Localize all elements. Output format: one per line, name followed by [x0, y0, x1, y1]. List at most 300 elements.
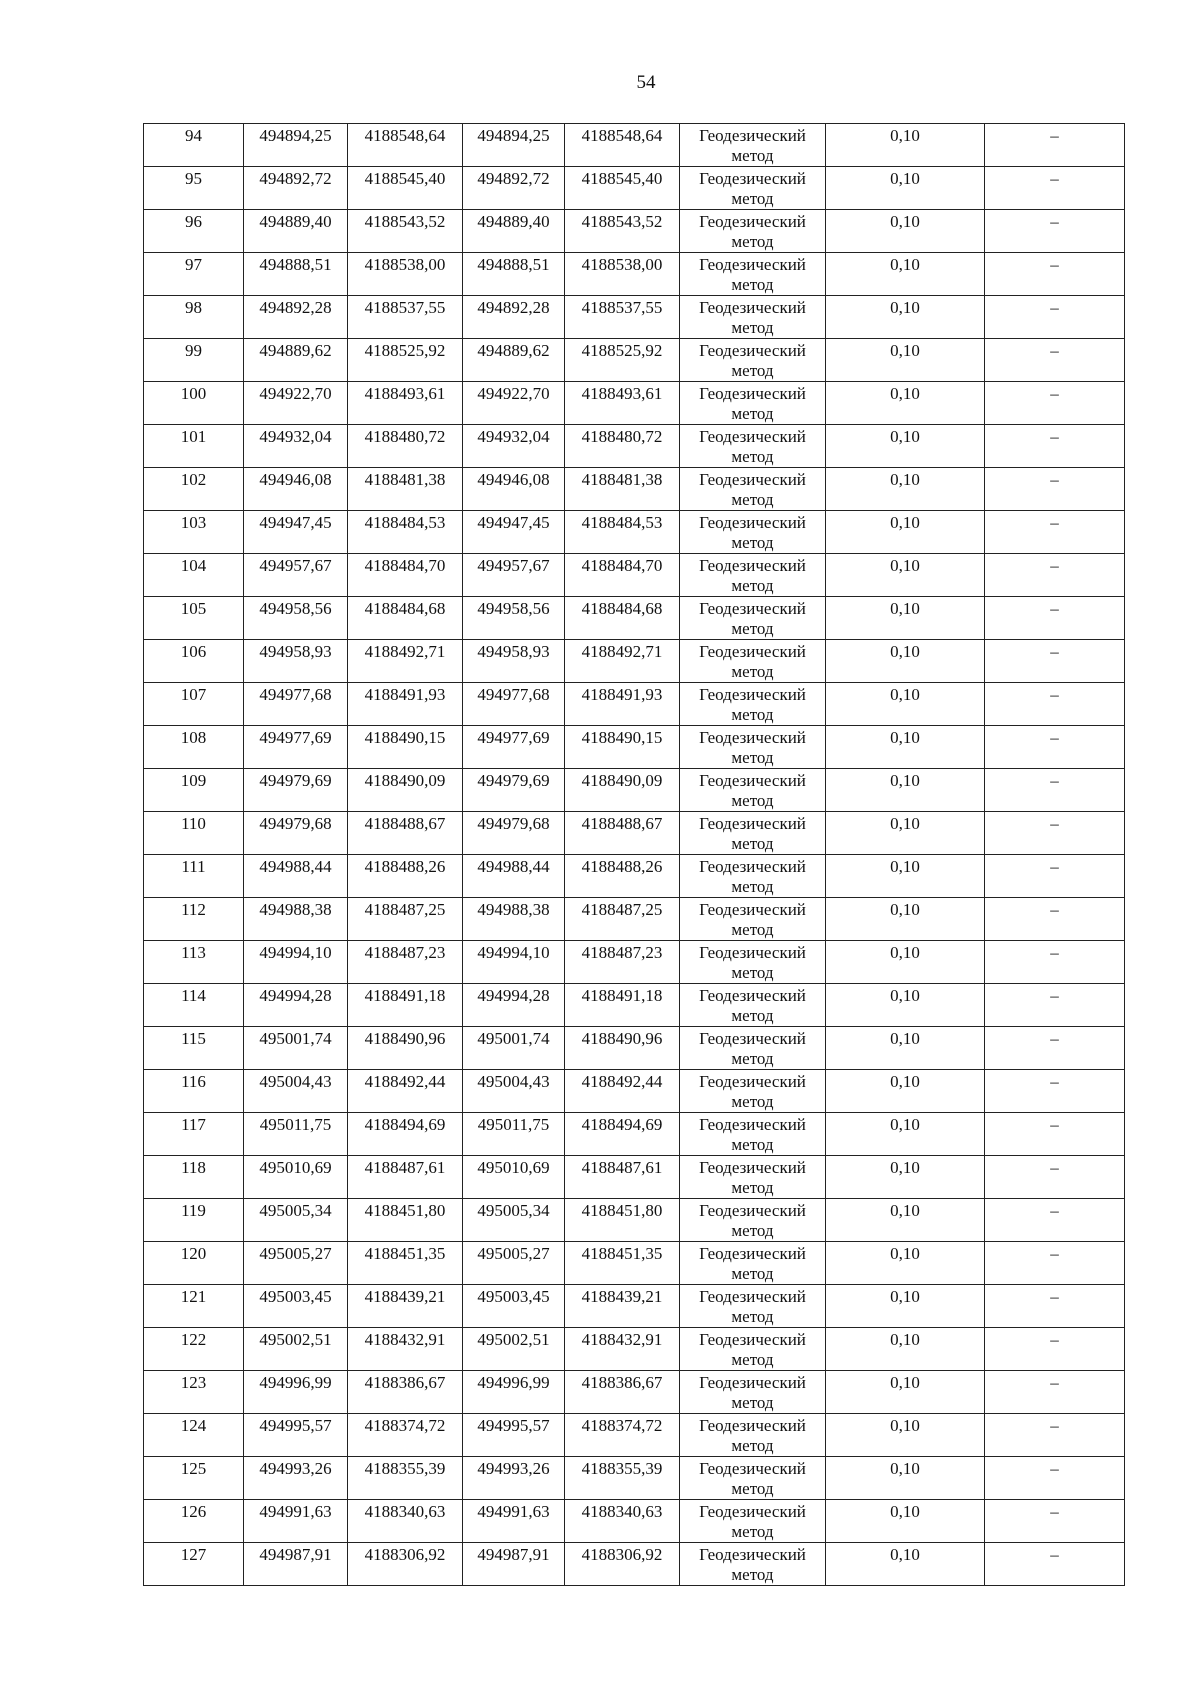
method-line-1: Геодезический	[699, 126, 806, 145]
method-cell	[680, 511, 826, 554]
x-coordinate-new-cell: 495010,69	[463, 1156, 565, 1199]
y-coordinate-new-cell: 4188451,35	[565, 1242, 680, 1285]
y-coordinate-new-cell: 4188487,61	[565, 1156, 680, 1199]
y-coordinate-new-cell: 4188484,53	[565, 511, 680, 554]
y-coordinate-cell: 4188451,35	[348, 1242, 463, 1285]
table-row	[144, 984, 1125, 1027]
y-coordinate-cell: 4188484,53	[348, 511, 463, 554]
x-coordinate-cell: 495011,75	[244, 1113, 348, 1156]
method-cell	[680, 425, 826, 468]
x-coordinate-cell: 494946,08	[244, 468, 348, 511]
table-row	[144, 855, 1125, 898]
x-coordinate-cell: 494977,69	[244, 726, 348, 769]
point-number-cell: 113	[144, 941, 244, 984]
point-number-cell: 125	[144, 1457, 244, 1500]
method-line-2: метод	[731, 1135, 774, 1154]
y-coordinate-new-cell: 4188538,00	[565, 253, 680, 296]
accuracy-cell: 0,10	[826, 1156, 985, 1199]
method-cell	[680, 984, 826, 1027]
method-line-2: метод	[731, 275, 774, 294]
method-cell	[680, 898, 826, 941]
method-cell	[680, 1199, 826, 1242]
x-coordinate-new-cell: 494979,69	[463, 769, 565, 812]
y-coordinate-new-cell: 4188432,91	[565, 1328, 680, 1371]
y-coordinate-cell: 4188487,23	[348, 941, 463, 984]
y-coordinate-new-cell: 4188487,23	[565, 941, 680, 984]
accuracy-cell: 0,10	[826, 812, 985, 855]
point-number-cell: 114	[144, 984, 244, 1027]
accuracy-cell: 0,10	[826, 1242, 985, 1285]
x-coordinate-cell: 494957,67	[244, 554, 348, 597]
accuracy-cell: 0,10	[826, 984, 985, 1027]
y-coordinate-cell: 4188488,67	[348, 812, 463, 855]
table-row	[144, 941, 1125, 984]
method-cell	[680, 1457, 826, 1500]
note-cell: –	[985, 898, 1125, 941]
method-line-1: Геодезический	[699, 1029, 806, 1048]
point-number-cell: 120	[144, 1242, 244, 1285]
method-line-1: Геодезический	[699, 556, 806, 575]
method-line-1: Геодезический	[699, 599, 806, 618]
y-coordinate-new-cell: 4188484,68	[565, 597, 680, 640]
x-coordinate-new-cell: 494977,68	[463, 683, 565, 726]
y-coordinate-new-cell: 4188491,93	[565, 683, 680, 726]
table-row	[144, 425, 1125, 468]
note-cell: –	[985, 339, 1125, 382]
y-coordinate-cell: 4188451,80	[348, 1199, 463, 1242]
method-line-2: метод	[731, 1178, 774, 1197]
point-number-cell: 94	[144, 124, 244, 167]
method-line-1: Геодезический	[699, 470, 806, 489]
x-coordinate-cell: 495002,51	[244, 1328, 348, 1371]
x-coordinate-cell: 495004,43	[244, 1070, 348, 1113]
note-cell: –	[985, 855, 1125, 898]
note-cell: –	[985, 597, 1125, 640]
method-line-1: Геодезический	[699, 1373, 806, 1392]
point-number-cell: 115	[144, 1027, 244, 1070]
table-row	[144, 1156, 1125, 1199]
y-coordinate-cell: 4188488,26	[348, 855, 463, 898]
accuracy-cell: 0,10	[826, 296, 985, 339]
note-cell: –	[985, 511, 1125, 554]
x-coordinate-cell: 494958,93	[244, 640, 348, 683]
method-line-1: Геодезический	[699, 642, 806, 661]
note-cell: –	[985, 124, 1125, 167]
x-coordinate-new-cell: 494892,28	[463, 296, 565, 339]
method-cell	[680, 640, 826, 683]
accuracy-cell: 0,10	[826, 855, 985, 898]
method-cell	[680, 253, 826, 296]
note-cell: –	[985, 382, 1125, 425]
y-coordinate-cell: 4188491,93	[348, 683, 463, 726]
note-cell: –	[985, 1027, 1125, 1070]
note-cell: –	[985, 769, 1125, 812]
x-coordinate-new-cell: 494892,72	[463, 167, 565, 210]
table-row	[144, 597, 1125, 640]
x-coordinate-new-cell: 494994,10	[463, 941, 565, 984]
method-cell	[680, 296, 826, 339]
accuracy-cell: 0,10	[826, 597, 985, 640]
point-number-cell: 102	[144, 468, 244, 511]
method-line-1: Геодезический	[699, 1459, 806, 1478]
y-coordinate-cell: 4188525,92	[348, 339, 463, 382]
y-coordinate-cell: 4188548,64	[348, 124, 463, 167]
point-number-cell: 117	[144, 1113, 244, 1156]
note-cell: –	[985, 210, 1125, 253]
method-line-1: Геодезический	[699, 1244, 806, 1263]
note-cell: –	[985, 726, 1125, 769]
x-coordinate-new-cell: 495003,45	[463, 1285, 565, 1328]
note-cell: –	[985, 1328, 1125, 1371]
y-coordinate-cell: 4188480,72	[348, 425, 463, 468]
method-line-2: метод	[731, 490, 774, 509]
note-cell: –	[985, 1242, 1125, 1285]
table-row	[144, 210, 1125, 253]
accuracy-cell: 0,10	[826, 253, 985, 296]
table-row	[144, 1285, 1125, 1328]
note-cell: –	[985, 468, 1125, 511]
y-coordinate-new-cell: 4188488,26	[565, 855, 680, 898]
method-cell	[680, 124, 826, 167]
point-number-cell: 98	[144, 296, 244, 339]
note-cell: –	[985, 167, 1125, 210]
y-coordinate-cell: 4188487,25	[348, 898, 463, 941]
table-row	[144, 812, 1125, 855]
x-coordinate-new-cell: 494958,56	[463, 597, 565, 640]
method-line-2: метод	[731, 404, 774, 423]
method-line-2: метод	[731, 232, 774, 251]
y-coordinate-new-cell: 4188439,21	[565, 1285, 680, 1328]
y-coordinate-new-cell: 4188543,52	[565, 210, 680, 253]
x-coordinate-cell: 494987,91	[244, 1543, 348, 1586]
y-coordinate-new-cell: 4188548,64	[565, 124, 680, 167]
method-cell	[680, 210, 826, 253]
table-row	[144, 511, 1125, 554]
x-coordinate-cell: 494996,99	[244, 1371, 348, 1414]
x-coordinate-new-cell: 494988,38	[463, 898, 565, 941]
x-coordinate-cell: 494977,68	[244, 683, 348, 726]
y-coordinate-new-cell: 4188492,71	[565, 640, 680, 683]
x-coordinate-cell: 494889,62	[244, 339, 348, 382]
method-line-1: Геодезический	[699, 986, 806, 1005]
y-coordinate-cell: 4188537,55	[348, 296, 463, 339]
x-coordinate-cell: 494892,28	[244, 296, 348, 339]
method-line-2: метод	[731, 1307, 774, 1326]
method-cell	[680, 1543, 826, 1586]
accuracy-cell: 0,10	[826, 339, 985, 382]
accuracy-cell: 0,10	[826, 769, 985, 812]
method-line-2: метод	[731, 189, 774, 208]
accuracy-cell: 0,10	[826, 726, 985, 769]
method-line-2: метод	[731, 1522, 774, 1541]
accuracy-cell: 0,10	[826, 1027, 985, 1070]
method-line-2: метод	[731, 1565, 774, 1584]
point-number-cell: 116	[144, 1070, 244, 1113]
point-number-cell: 103	[144, 511, 244, 554]
x-coordinate-cell: 494894,25	[244, 124, 348, 167]
accuracy-cell: 0,10	[826, 1285, 985, 1328]
table-row	[144, 1414, 1125, 1457]
method-line-1: Геодезический	[699, 1115, 806, 1134]
method-line-2: метод	[731, 705, 774, 724]
note-cell: –	[985, 253, 1125, 296]
method-line-1: Геодезический	[699, 212, 806, 231]
point-number-cell: 127	[144, 1543, 244, 1586]
point-number-cell: 97	[144, 253, 244, 296]
y-coordinate-new-cell: 4188484,70	[565, 554, 680, 597]
x-coordinate-cell: 494988,44	[244, 855, 348, 898]
point-number-cell: 122	[144, 1328, 244, 1371]
method-line-2: метод	[731, 619, 774, 638]
note-cell: –	[985, 1285, 1125, 1328]
accuracy-cell: 0,10	[826, 1457, 985, 1500]
method-line-1: Геодезический	[699, 298, 806, 317]
method-line-1: Геодезический	[699, 728, 806, 747]
point-number-cell: 112	[144, 898, 244, 941]
y-coordinate-new-cell: 4188487,25	[565, 898, 680, 941]
table-row	[144, 1199, 1125, 1242]
table-row	[144, 1113, 1125, 1156]
accuracy-cell: 0,10	[826, 941, 985, 984]
method-line-2: метод	[731, 1092, 774, 1111]
x-coordinate-cell: 494994,10	[244, 941, 348, 984]
point-number-cell: 126	[144, 1500, 244, 1543]
y-coordinate-new-cell: 4188355,39	[565, 1457, 680, 1500]
method-cell	[680, 1242, 826, 1285]
accuracy-cell: 0,10	[826, 1070, 985, 1113]
y-coordinate-new-cell: 4188491,18	[565, 984, 680, 1027]
y-coordinate-new-cell: 4188545,40	[565, 167, 680, 210]
y-coordinate-cell: 4188490,09	[348, 769, 463, 812]
table-row	[144, 339, 1125, 382]
y-coordinate-new-cell: 4188493,61	[565, 382, 680, 425]
accuracy-cell: 0,10	[826, 1113, 985, 1156]
x-coordinate-new-cell: 494988,44	[463, 855, 565, 898]
method-line-1: Геодезический	[699, 857, 806, 876]
method-line-2: метод	[731, 1006, 774, 1025]
y-coordinate-cell: 4188481,38	[348, 468, 463, 511]
note-cell: –	[985, 1113, 1125, 1156]
method-cell	[680, 1328, 826, 1371]
method-line-2: метод	[731, 447, 774, 466]
x-coordinate-new-cell: 494995,57	[463, 1414, 565, 1457]
x-coordinate-cell: 494995,57	[244, 1414, 348, 1457]
x-coordinate-new-cell: 494977,69	[463, 726, 565, 769]
method-line-2: метод	[731, 1479, 774, 1498]
note-cell: –	[985, 1156, 1125, 1199]
x-coordinate-new-cell: 494979,68	[463, 812, 565, 855]
accuracy-cell: 0,10	[826, 898, 985, 941]
method-line-2: метод	[731, 576, 774, 595]
x-coordinate-new-cell: 494888,51	[463, 253, 565, 296]
table-body	[144, 124, 1125, 1586]
x-coordinate-new-cell: 494922,70	[463, 382, 565, 425]
table-row	[144, 1543, 1125, 1586]
note-cell: –	[985, 812, 1125, 855]
accuracy-cell: 0,10	[826, 1199, 985, 1242]
table-row	[144, 1500, 1125, 1543]
y-coordinate-new-cell: 4188386,67	[565, 1371, 680, 1414]
method-cell	[680, 468, 826, 511]
method-line-1: Геодезический	[699, 900, 806, 919]
y-coordinate-new-cell: 4188525,92	[565, 339, 680, 382]
y-coordinate-cell: 4188538,00	[348, 253, 463, 296]
accuracy-cell: 0,10	[826, 382, 985, 425]
y-coordinate-new-cell: 4188490,09	[565, 769, 680, 812]
point-number-cell: 108	[144, 726, 244, 769]
x-coordinate-new-cell: 495005,27	[463, 1242, 565, 1285]
x-coordinate-new-cell: 494994,28	[463, 984, 565, 1027]
note-cell: –	[985, 640, 1125, 683]
method-line-2: метод	[731, 318, 774, 337]
method-line-2: метод	[731, 834, 774, 853]
x-coordinate-cell: 494889,40	[244, 210, 348, 253]
x-coordinate-cell: 494993,26	[244, 1457, 348, 1500]
y-coordinate-new-cell: 4188492,44	[565, 1070, 680, 1113]
method-cell	[680, 554, 826, 597]
y-coordinate-new-cell: 4188340,63	[565, 1500, 680, 1543]
x-coordinate-new-cell: 494947,45	[463, 511, 565, 554]
method-line-2: метод	[731, 1350, 774, 1369]
y-coordinate-cell: 4188487,61	[348, 1156, 463, 1199]
y-coordinate-new-cell: 4188451,80	[565, 1199, 680, 1242]
method-line-1: Геодезический	[699, 1287, 806, 1306]
y-coordinate-cell: 4188340,63	[348, 1500, 463, 1543]
point-number-cell: 109	[144, 769, 244, 812]
accuracy-cell: 0,10	[826, 468, 985, 511]
method-line-1: Геодезический	[699, 943, 806, 962]
method-cell	[680, 167, 826, 210]
table-row	[144, 1070, 1125, 1113]
method-line-2: метод	[731, 748, 774, 767]
table-row	[144, 898, 1125, 941]
x-coordinate-cell: 494892,72	[244, 167, 348, 210]
x-coordinate-new-cell: 494996,99	[463, 1371, 565, 1414]
y-coordinate-cell: 4188484,70	[348, 554, 463, 597]
accuracy-cell: 0,10	[826, 167, 985, 210]
table-row	[144, 769, 1125, 812]
method-cell	[680, 769, 826, 812]
y-coordinate-new-cell: 4188481,38	[565, 468, 680, 511]
accuracy-cell: 0,10	[826, 1328, 985, 1371]
x-coordinate-new-cell: 494957,67	[463, 554, 565, 597]
note-cell: –	[985, 425, 1125, 468]
table-row	[144, 683, 1125, 726]
note-cell: –	[985, 296, 1125, 339]
y-coordinate-cell: 4188306,92	[348, 1543, 463, 1586]
accuracy-cell: 0,10	[826, 683, 985, 726]
y-coordinate-new-cell: 4188480,72	[565, 425, 680, 468]
accuracy-cell: 0,10	[826, 1414, 985, 1457]
y-coordinate-cell: 4188492,71	[348, 640, 463, 683]
method-cell	[680, 1371, 826, 1414]
y-coordinate-cell: 4188494,69	[348, 1113, 463, 1156]
x-coordinate-new-cell: 495005,34	[463, 1199, 565, 1242]
method-cell	[680, 683, 826, 726]
method-line-2: метод	[731, 662, 774, 681]
x-coordinate-new-cell: 495001,74	[463, 1027, 565, 1070]
x-coordinate-cell: 494888,51	[244, 253, 348, 296]
point-number-cell: 95	[144, 167, 244, 210]
method-line-1: Геодезический	[699, 814, 806, 833]
method-line-1: Геодезический	[699, 771, 806, 790]
table-row	[144, 167, 1125, 210]
point-number-cell: 105	[144, 597, 244, 640]
point-number-cell: 106	[144, 640, 244, 683]
note-cell: –	[985, 1070, 1125, 1113]
y-coordinate-cell: 4188432,91	[348, 1328, 463, 1371]
table-row	[144, 1457, 1125, 1500]
x-coordinate-cell: 494958,56	[244, 597, 348, 640]
point-number-cell: 119	[144, 1199, 244, 1242]
method-cell	[680, 1156, 826, 1199]
table-row	[144, 296, 1125, 339]
y-coordinate-cell: 4188492,44	[348, 1070, 463, 1113]
page-number: 54	[636, 72, 656, 93]
method-line-2: метод	[731, 877, 774, 896]
table-row	[144, 554, 1125, 597]
method-line-2: метод	[731, 533, 774, 552]
method-line-1: Геодезический	[699, 1502, 806, 1521]
y-coordinate-cell: 4188386,67	[348, 1371, 463, 1414]
y-coordinate-new-cell: 4188488,67	[565, 812, 680, 855]
method-line-2: метод	[731, 920, 774, 939]
table-row	[144, 1371, 1125, 1414]
x-coordinate-cell: 495005,27	[244, 1242, 348, 1285]
point-number-cell: 101	[144, 425, 244, 468]
y-coordinate-new-cell: 4188490,96	[565, 1027, 680, 1070]
note-cell: –	[985, 1371, 1125, 1414]
method-line-2: метод	[731, 1264, 774, 1283]
x-coordinate-new-cell: 494987,91	[463, 1543, 565, 1586]
method-line-1: Геодезический	[699, 1416, 806, 1435]
method-line-2: метод	[731, 1221, 774, 1240]
accuracy-cell: 0,10	[826, 425, 985, 468]
x-coordinate-cell: 494979,69	[244, 769, 348, 812]
accuracy-cell: 0,10	[826, 124, 985, 167]
method-line-1: Геодезический	[699, 427, 806, 446]
method-line-2: метод	[731, 1049, 774, 1068]
method-line-1: Геодезический	[699, 1201, 806, 1220]
y-coordinate-cell: 4188484,68	[348, 597, 463, 640]
x-coordinate-cell: 495003,45	[244, 1285, 348, 1328]
method-line-2: метод	[731, 146, 774, 165]
note-cell: –	[985, 1500, 1125, 1543]
point-number-cell: 107	[144, 683, 244, 726]
method-line-1: Геодезический	[699, 341, 806, 360]
y-coordinate-new-cell: 4188490,15	[565, 726, 680, 769]
x-coordinate-cell: 495010,69	[244, 1156, 348, 1199]
note-cell: –	[985, 1199, 1125, 1242]
method-line-1: Геодезический	[699, 169, 806, 188]
y-coordinate-new-cell: 4188306,92	[565, 1543, 680, 1586]
point-number-cell: 124	[144, 1414, 244, 1457]
y-coordinate-cell: 4188490,96	[348, 1027, 463, 1070]
method-line-1: Геодезический	[699, 1072, 806, 1091]
method-cell	[680, 597, 826, 640]
accuracy-cell: 0,10	[826, 1543, 985, 1586]
note-cell: –	[985, 1543, 1125, 1586]
note-cell: –	[985, 683, 1125, 726]
x-coordinate-cell: 494947,45	[244, 511, 348, 554]
x-coordinate-cell: 494922,70	[244, 382, 348, 425]
method-cell	[680, 382, 826, 425]
y-coordinate-cell: 4188543,52	[348, 210, 463, 253]
note-cell: –	[985, 554, 1125, 597]
y-coordinate-new-cell: 4188537,55	[565, 296, 680, 339]
method-line-1: Геодезический	[699, 1545, 806, 1564]
method-cell	[680, 1414, 826, 1457]
